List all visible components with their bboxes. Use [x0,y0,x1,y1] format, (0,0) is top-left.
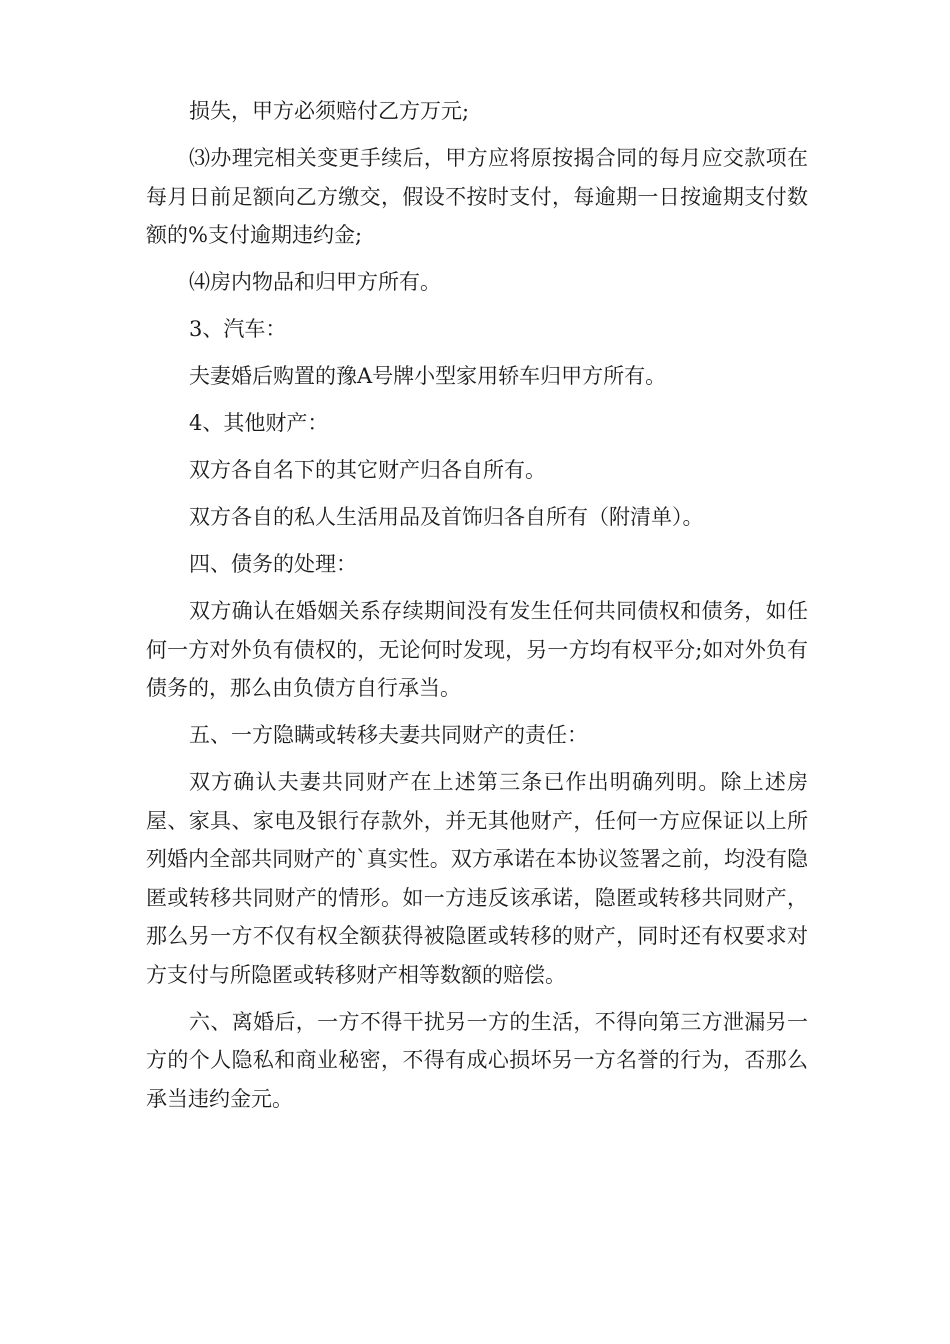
paragraph-personal-items: 双方各自的私人生活用品及首饰归各自所有（附清单）。 [189,505,704,529]
paragraph-compensation-tail: 损失，甲方必须赔付乙方万元; [189,99,470,123]
paragraph-other-property: 双方各自名下的其它财产归各自所有。 [189,458,546,482]
paragraph-concealment: 双方确认夫妻共同财产在上述第三条已作出明确列明。除上述房屋、家具、家电及银行存款外，并无其他财产，任何一方应保证以上所列婚内全部共同财产的`真实性。双方承诺在本协议签署之前，均没有隐匿或转移共同财产的情形。如一方违反该承诺，隐匿或转移共同财产，那么另一方不仅有权全额获得被隐匿或转移的财产，同时还有权要求对方支付与所隐匿或转移财产相等数额的赔偿。 [146,770,808,987]
paragraph-debts: 双方确认在婚姻关系存续期间没有发生任何共同债权和债务，如任何一方对外负有债权的，无论何时发现，另一方均有权平分;如对外负有债务的，那么由负债方自行承当。 [146,599,808,700]
paragraph-house-items: ⑷房内物品和归甲方所有。 [189,270,441,294]
heading-car: 3、汽车： [189,317,287,341]
heading-concealment: 五、一方隐瞒或转移夫妻共同财产的责任： [189,723,588,747]
paragraph-car: 夫妻婚后购置的豫A号牌小型家用轿车归甲方所有。 [189,364,667,388]
heading-other-property: 4、其他财产： [189,411,329,435]
paragraph-no-interference: 六、离婚后，一方不得干扰另一方的生活，不得向第三方泄漏另一方的个人隐私和商业秘密，不得有成心损坏另一方名誉的行为，否那么承当违约金元。 [146,1009,808,1111]
paragraph-mortgage-payment: ⑶办理完相关变更手续后，甲方应将原按揭合同的每月应交款项在每月日前足额向乙方缴交，假设不按时支付，每逾期一日按逾期支付数额的%支付逾期违约金; [146,146,808,247]
heading-debts: 四、债务的处理： [189,552,357,576]
document-body [146,92,808,1127]
